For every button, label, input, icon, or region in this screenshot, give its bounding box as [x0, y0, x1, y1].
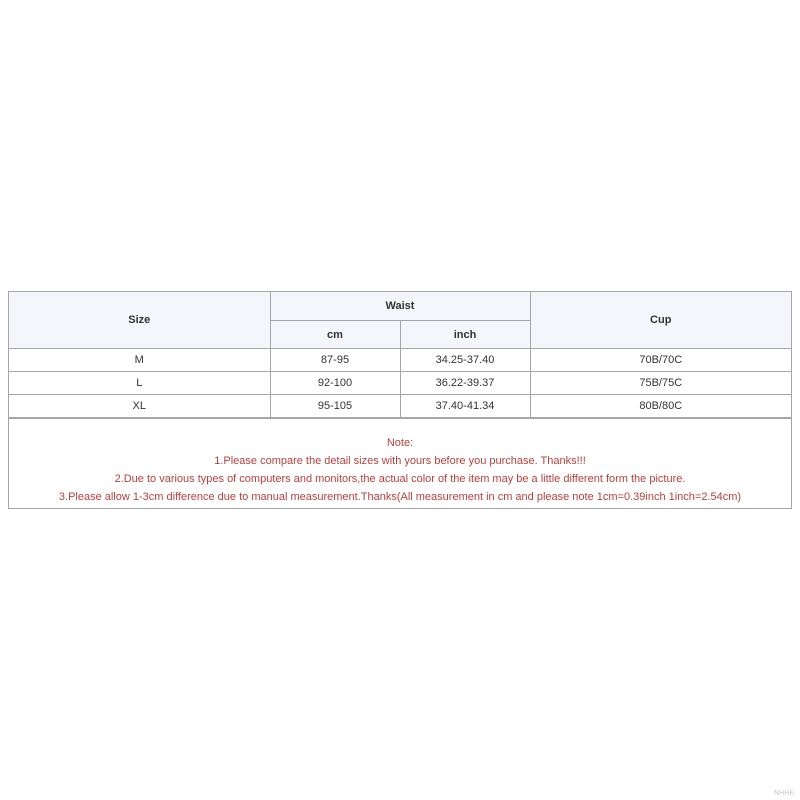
waist-inch-cell: 37.40-41.34: [400, 395, 530, 418]
size-cell: L: [9, 372, 270, 395]
cup-header: Cup: [530, 292, 791, 349]
table-row: [9, 372, 791, 395]
size-chart: [8, 291, 792, 509]
note-line-1: 1.Please compare the detail sizes with yours before you purchase. Thanks!!!: [214, 455, 586, 467]
cup-cell: 75B/75C: [530, 372, 791, 395]
cup-cell: 80B/80C: [530, 395, 791, 418]
waist-header: Waist: [270, 292, 530, 321]
waist-inch-cell: 34.25-37.40: [400, 349, 530, 372]
cup-cell: 70B/70C: [530, 349, 791, 372]
note-line-3: 3.Please allow 1-3cm difference due to manual measurement.Thanks(All measurement in cm and please note 1cm=0.39inch 1inch=2.54cm): [58, 491, 742, 503]
cm-header: cm: [270, 321, 400, 349]
waist-cm-cell: 92-100: [270, 372, 400, 395]
size-cell: M: [9, 349, 270, 372]
inch-header: inch: [400, 321, 530, 349]
waist-cm-cell: 95-105: [270, 395, 400, 418]
waist-cm-cell: 87-95: [270, 349, 400, 372]
header-row: [9, 292, 791, 321]
size-header: Size: [9, 292, 270, 349]
table-row: [9, 349, 791, 372]
table-row: [9, 395, 791, 418]
notes-section: [9, 418, 791, 508]
size-table: [9, 292, 791, 418]
waist-inch-cell: 36.22-39.37: [400, 372, 530, 395]
watermark: NHHE: [773, 789, 794, 797]
size-cell: XL: [9, 395, 270, 418]
note-line-2: 2.Due to various types of computers and monitors,the actual color of the item may be a little different form the picture.: [114, 473, 686, 485]
note-title: Note:: [386, 437, 414, 449]
